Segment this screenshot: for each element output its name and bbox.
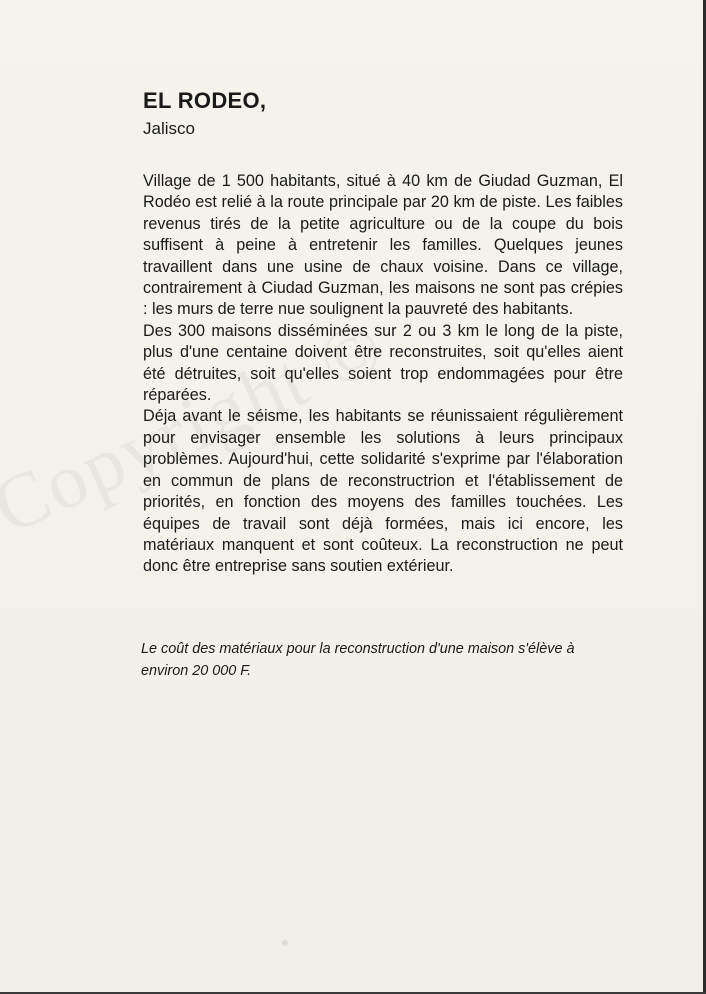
paragraph-3: Déja avant le séisme, les habitants se réunissaient régulièrement pour envisager ensemble les solutions à leurs principaux problèmes. Aujourd'hui, cette solidarité s'exprime par l'élaboration en commun de plans de reconstructrion et l'établissement de priorités, en fonction des moyens des familles touchées. Les équipes de travail sont déjà formées, mais ici encore, les matériaux manquent et sont coûteux. La reconstruction ne peut donc être entreprise sans soutien extérieur. bbox=[143, 407, 623, 576]
paper-speck bbox=[282, 940, 288, 946]
cost-note: Le coût des matériaux pour la reconstruction d'une maison s'élève à environ 20 000 F. bbox=[141, 641, 575, 679]
paragraph-1: Village de 1 500 habitants, situé à 40 km de Giudad Guzman, El Rodéo est relié à la route principale par 20 km de piste. Les faibles revenus tirés de la petite agriculture ou de la coupe du bois suffisent à peine à entretenir les familles. Quelques jeunes travaillent dans une usine de chaux voisine. Dans ce village, contrairement à Ciudad Guzman, les maisons ne sont pas crépies : les murs de terre nue soulignent la pauvreté des habitants. bbox=[143, 172, 623, 319]
paragraph-2: Des 300 maisons disséminées sur 2 ou 3 km le long de la piste, plus d'une centaine doivent être reconstruites, soit qu'elles aient été détruites, soit qu'elles soient trop endommagées pour être réparées. bbox=[143, 321, 623, 405]
document-title: EL RODEO, bbox=[143, 88, 267, 113]
document-subtitle: Jalisco bbox=[143, 119, 195, 138]
body-text bbox=[143, 171, 623, 578]
